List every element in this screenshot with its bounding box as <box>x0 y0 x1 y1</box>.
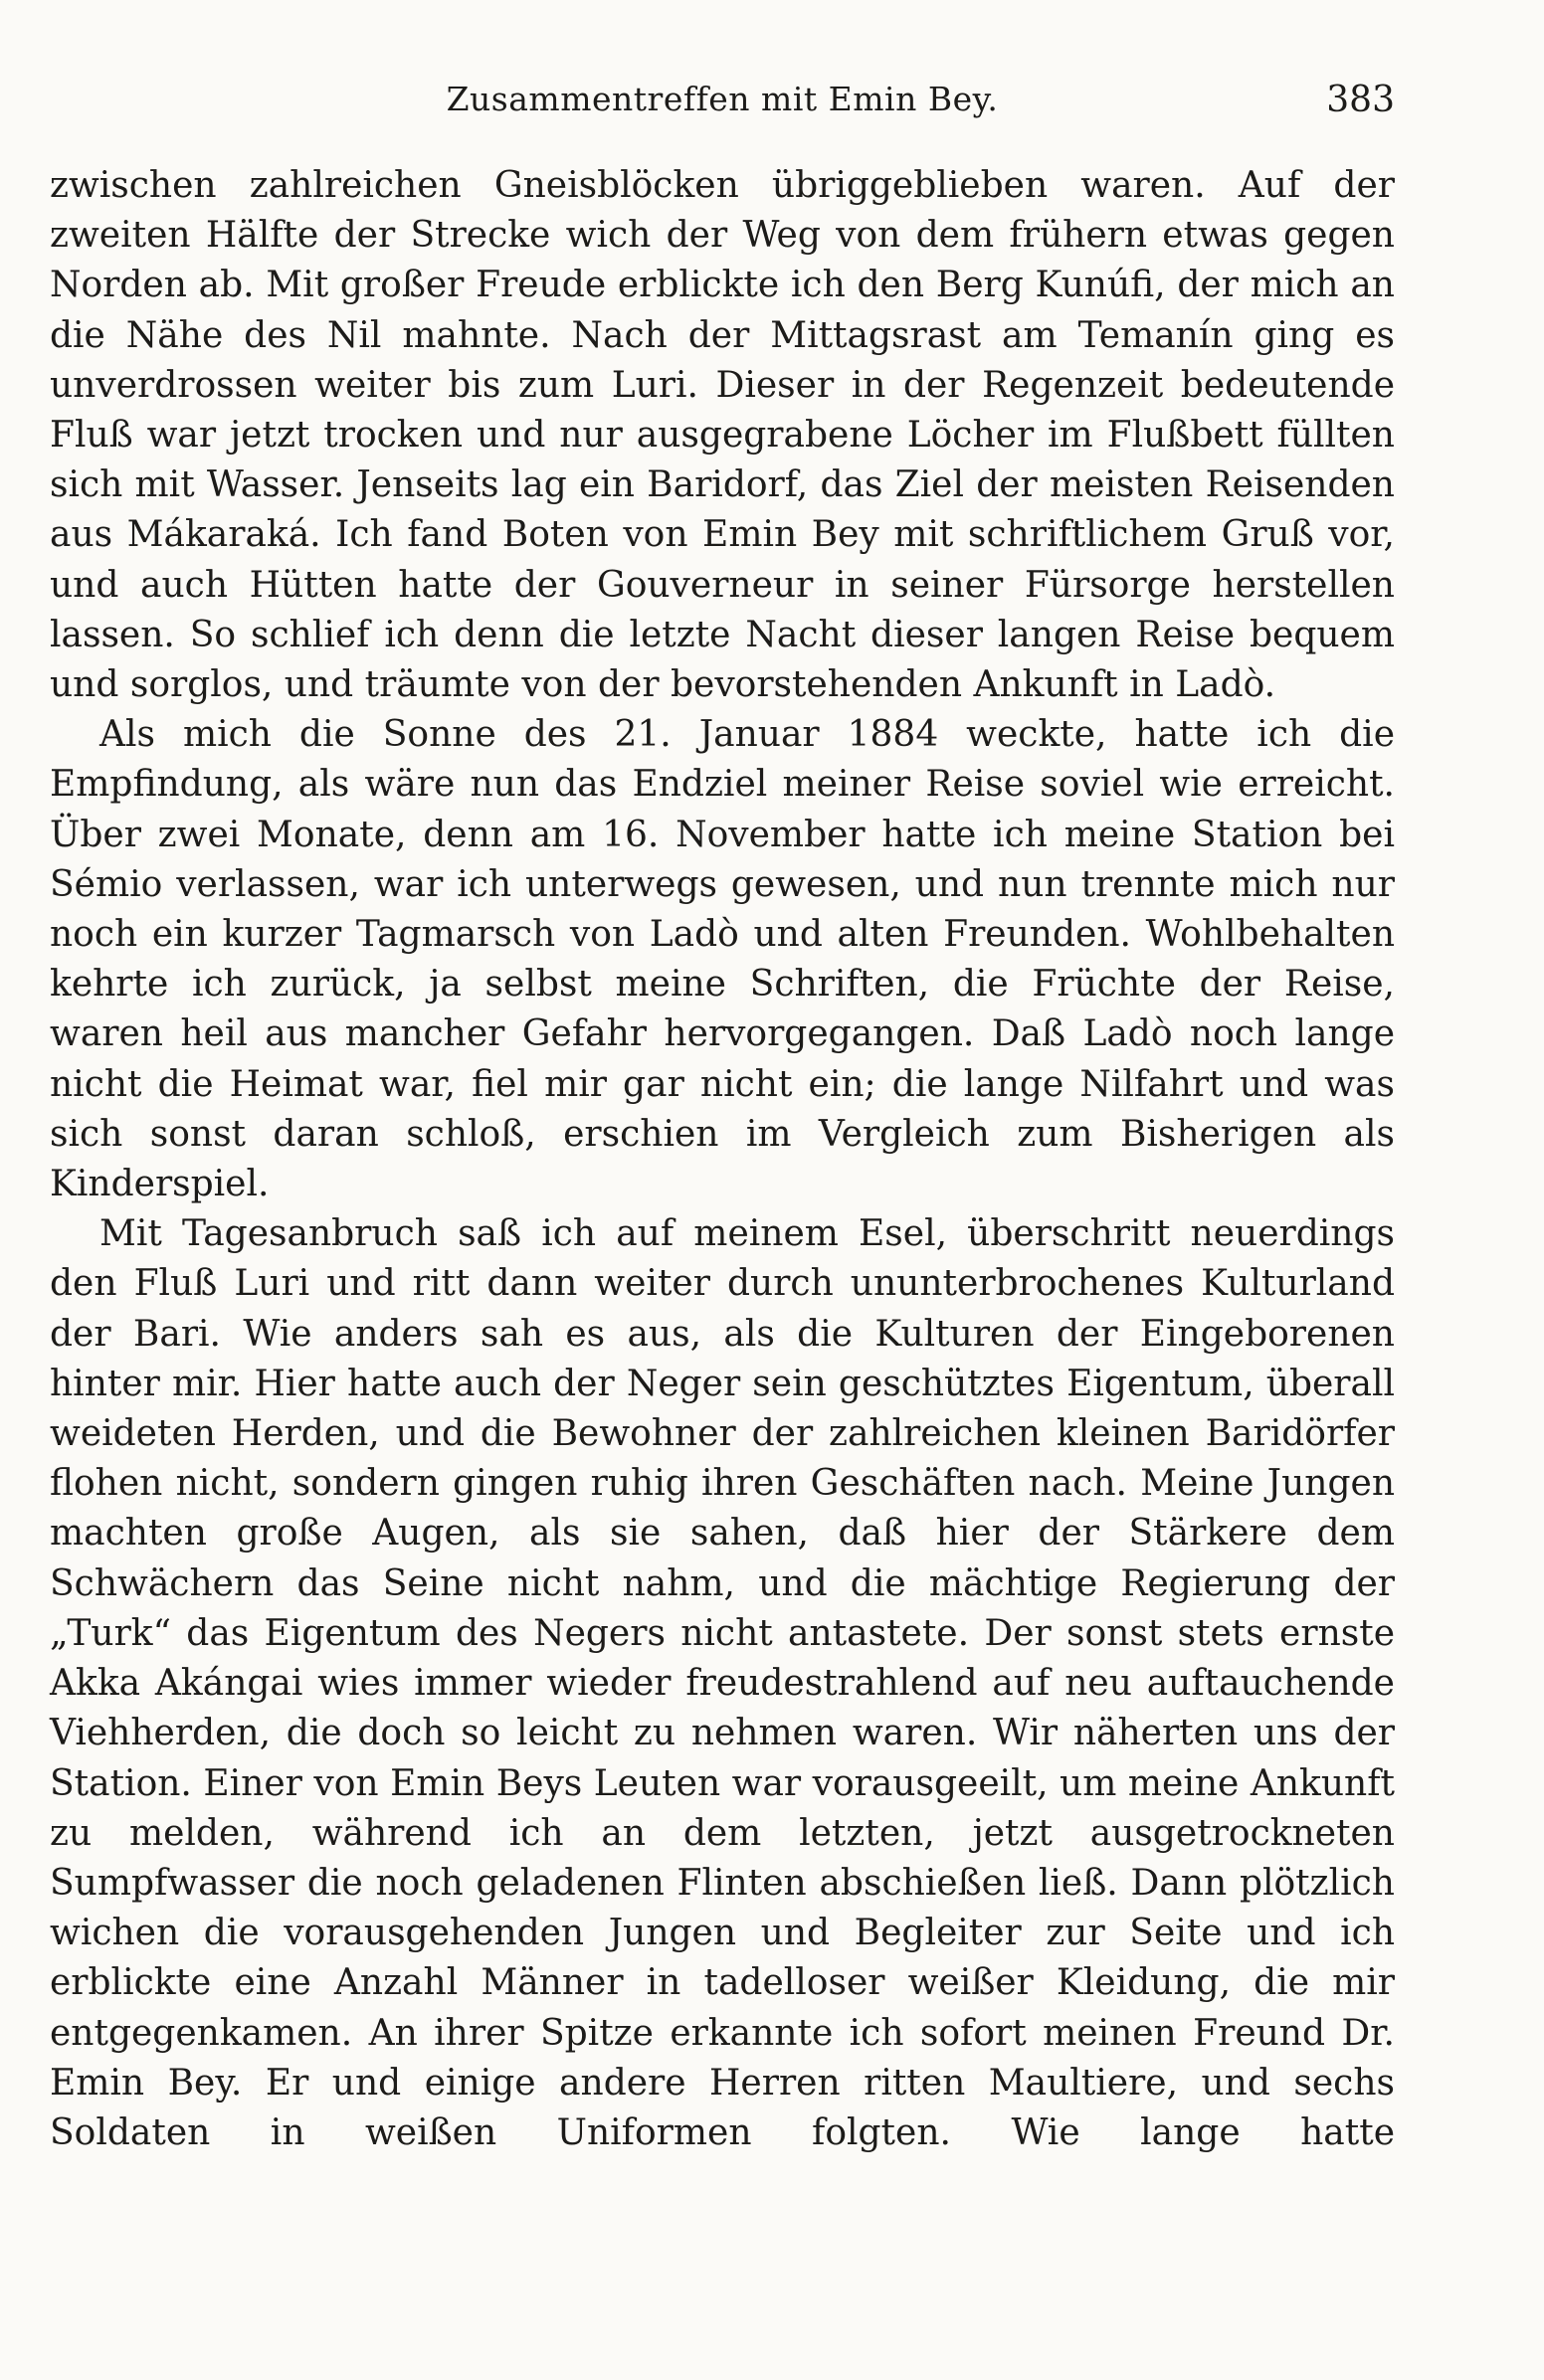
paragraph: zwischen zahlreichen Gneisblöcken übriggeblieben waren. Auf der zweiten Hälfte der Strecke wich der Weg von dem frühern etwas gegen Norden ab. Mit großer Freude erblickte ich den Berg Kunúfi, der mich an die Nähe des Nil mahnte. Nach der Mittagsrast am Temanín ging es unverdrossen weiter bis zum Luri. Dieser in der Regenzeit bedeutende Fluß war jetzt trocken und nur ausgegrabene Löcher im Flußbett füllten sich mit Wasser. Jenseits lag ein Baridorf, das Ziel der meisten Reisenden aus Mákaraká. Ich fand Boten von Emin Bey mit schriftlichem Gruß vor, und auch Hütten hatte der Gouverneur in seiner Fürsorge herstellen lassen. So schlief ich denn die letzte Nacht dieser langen Reise bequem und sorglos, und träumte von der bevorstehenden Ankunft in Ladò. <box>50 165 1395 706</box>
running-head <box>50 80 1395 129</box>
paragraph: Als mich die Sonne des 21. Januar 1884 weckte, hatte ich die Empfindung, als wäre nun das Endziel meiner Reise soviel wie erreicht. Über zwei Monate, denn am 16. November hatte ich meine Station bei Sémio verlassen, war ich unterwegs gewesen, und nun trennte mich nur noch ein kurzer Tagmarsch von Ladò und alten Freunden. Wohlbehalten kehrte ich zurück, ja selbst meine Schriften, die Früchte der Reise, waren heil aus mancher Gefahr hervorgegangen. Daß Ladò noch lange nicht die Heimat war, fiel mir gar nicht ein; die lange Nilfahrt und was sich sonst daran schloß, erschien im Vergleich zum Bisherigen als Kinderspiel. <box>50 714 1395 1205</box>
running-title: Zusammentreffen mit Emin Bey. <box>446 80 999 118</box>
page-number: 383 <box>1326 80 1395 120</box>
paragraph: Mit Tagesanbruch saß ich auf meinem Esel, überschritt neuerdings den Fluß Luri und ritt dann weiter durch ununterbrochenes Kulturland der Bari. Wie anders sah es aus, als die Kulturen der Eingeborenen hinter mir. Hier hatte auch der Neger sein geschütztes Eigentum, überall weideten Herden, und die Bewohner der zahlreichen kleinen Baridörfer flohen nicht, sondern gingen ruhig ihren Geschäften nach. Meine Jungen machten große Augen, als sie sahen, daß hier der Stärkere dem Schwächern das Seine nicht nahm, und die mächtige Regierung der „Turk“ das Eigentum des Negers nicht antastete. Der sonst stets ernste Akka Akángai wies immer wieder freudestrahlend auf neu auftauchende Viehherden, die doch so leicht zu nehmen waren. Wir näherten uns der Station. Einer von Emin Beys Leuten war vorausgeeilt, um meine Ankunft zu melden, während ich an dem letzten, jetzt ausgetrockneten Sumpfwasser die noch geladenen Flinten abschießen ließ. Dann plötzlich wichen die vorausgehenden Jungen und Begleiter zur Seite und ich erblickte eine Anzahl Männer in tadelloser weißer Kleidung, die mir entgegenkamen. An ihrer Spitze erkannte ich sofort meinen Freund Dr. Emin Bey. Er und einige andere Herren ritten Maultiere, und sechs Soldaten in weißen Uniformen folgten. Wie lange hatte <box>50 1213 1395 2153</box>
body-text <box>50 161 1395 2158</box>
